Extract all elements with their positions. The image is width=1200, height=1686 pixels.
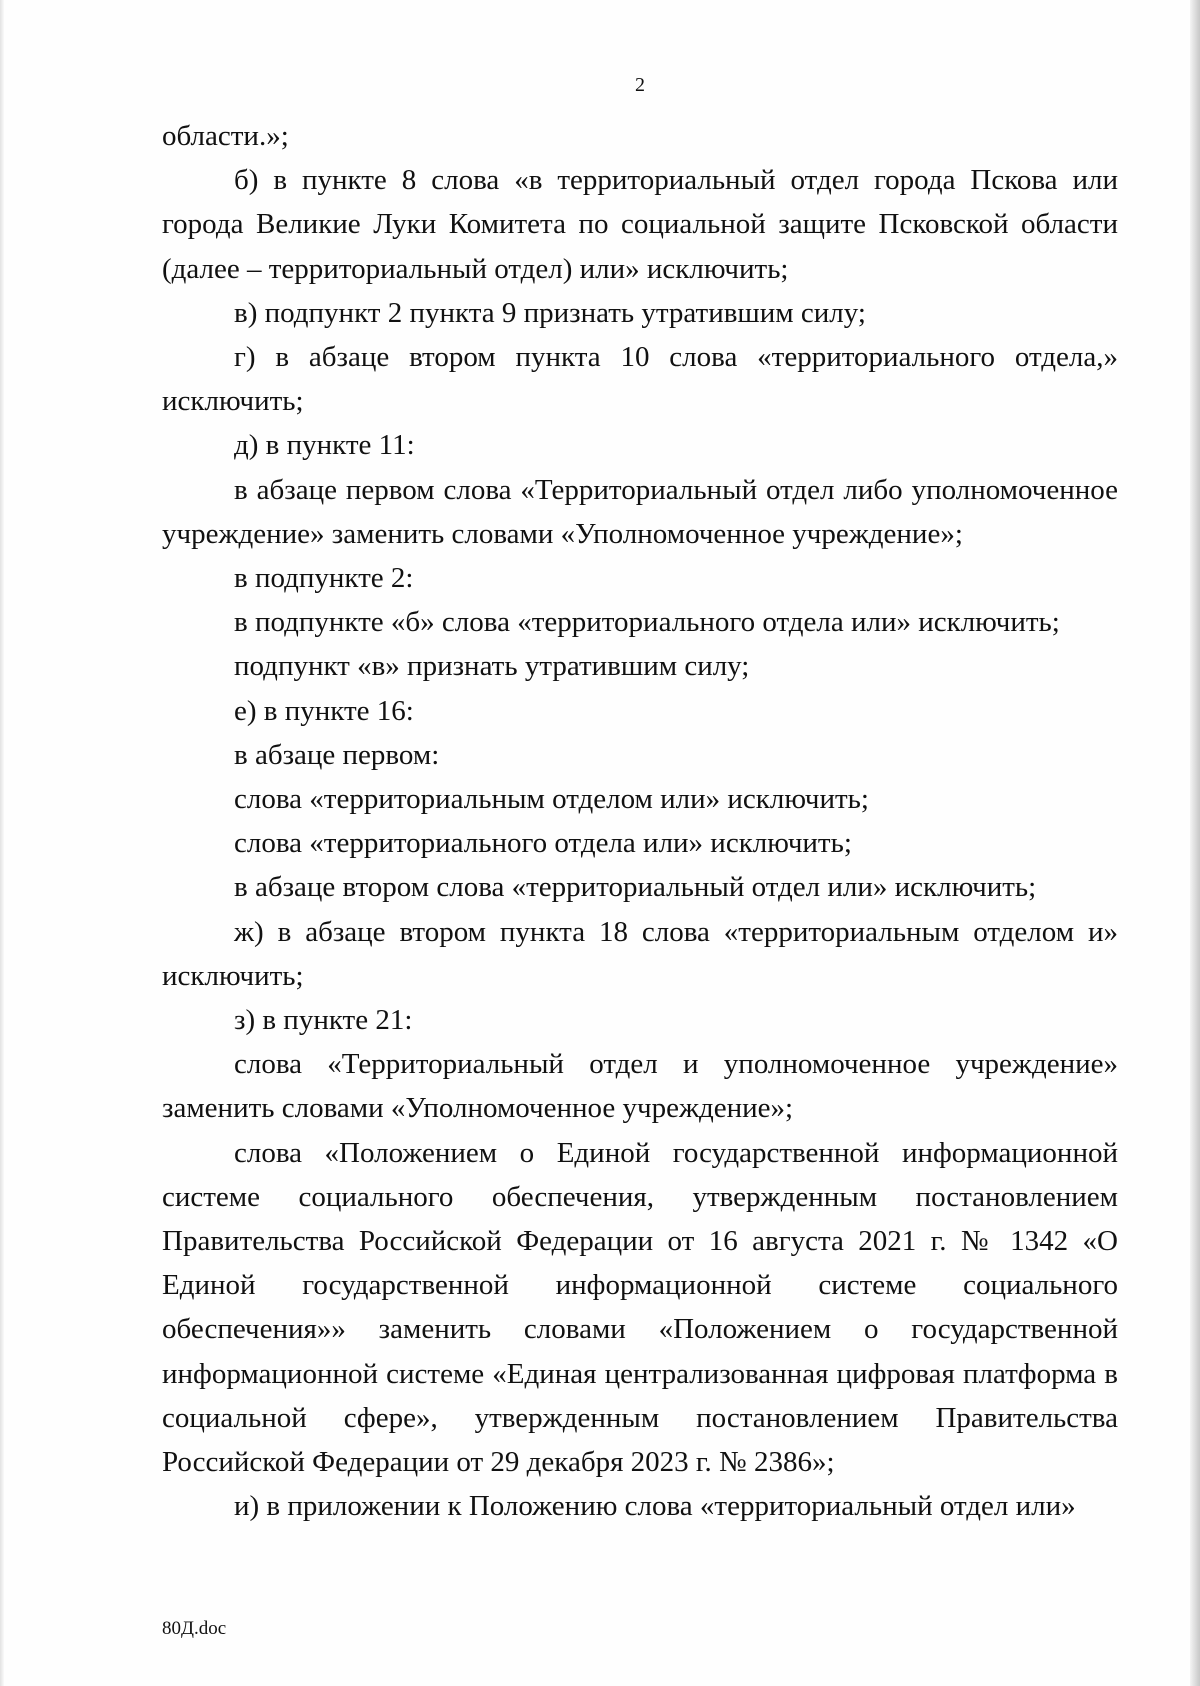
paragraph-item-e-first-abzats: в абзаце первом:: [234, 738, 440, 771]
scan-left-edge: [0, 0, 4, 1686]
paragraph-item-e-words-2: слова «территориального отдела или» исключить;: [234, 827, 852, 860]
paragraph-item-i: и) в приложении к Положению слова «территориальный отдел или»: [234, 1490, 1076, 1523]
paragraph-item-d-first-abzats: в абзаце первом слова «Территориальный отдел либо уполномоченное учреждение» заменить словами «Уполномоченное учреждение»;: [162, 473, 1118, 550]
paragraph-item-d: д) в пункте 11:: [234, 429, 415, 462]
page-number: 2: [635, 74, 645, 96]
footer-filename: 80Д.doc: [162, 1618, 227, 1639]
paragraph-item-z-words-1: слова «Территориальный отдел и уполномоченное учреждение» заменить словами «Уполномоченное учреждение»;: [162, 1048, 1118, 1125]
paragraph-item-e: е) в пункте 16:: [234, 694, 414, 727]
paragraph-item-e-words-1: слова «территориальным отделом или» исключить;: [234, 783, 869, 816]
document-body: [162, 114, 1118, 1529]
paragraph-item-b: б) в пункте 8 слова «в территориальный отдел города Пскова или города Великие Луки Комитета по социальной защите Псковской области (далее – территориальный отдел) или» исключить;: [162, 164, 1118, 285]
paragraph-item-g: г) в абзаце втором пункта 10 слова «территориального отдела,» исключить;: [162, 341, 1118, 418]
paragraph-item-zh: ж) в абзаце втором пункта 18 слова «территориальным отделом и» исключить;: [162, 915, 1118, 992]
paragraph-item-d-subpoint-b: в подпункте «б» слова «территориального отдела или» исключить;: [234, 606, 1060, 639]
paragraph-item-z-words-2: слова «Положением о Единой государственной информационной системе социального обеспечения, утвержденным постановлением Правительства Российской Федерации от 16 августа 2021 г. № 1342 «О Единой государственной информационной системе социального обеспечения»» заменить словами «Положением о государственной информационной системе «Единая централизованная цифровая платформа в социальной сфере», утвержденным постановлением Правительства Российской Федерации от 29 декабря 2023 г. № 2386»;: [162, 1136, 1118, 1479]
paragraph-item-z: з) в пункте 21:: [234, 1004, 413, 1037]
paragraph-item-e-second-abzats: в абзаце втором слова «территориальный отдел или» исключить;: [234, 871, 1037, 904]
paragraph-item-v: в) подпункт 2 пункта 9 признать утратившим силу;: [234, 296, 866, 329]
paragraph-item-d-subpoint-v: подпункт «в» признать утратившим силу;: [234, 650, 750, 683]
paragraph-continuation: области.»;: [162, 120, 289, 152]
paragraph-item-d-subpoint-2: в подпункте 2:: [234, 562, 414, 595]
scan-right-edge: [1190, 0, 1200, 1686]
